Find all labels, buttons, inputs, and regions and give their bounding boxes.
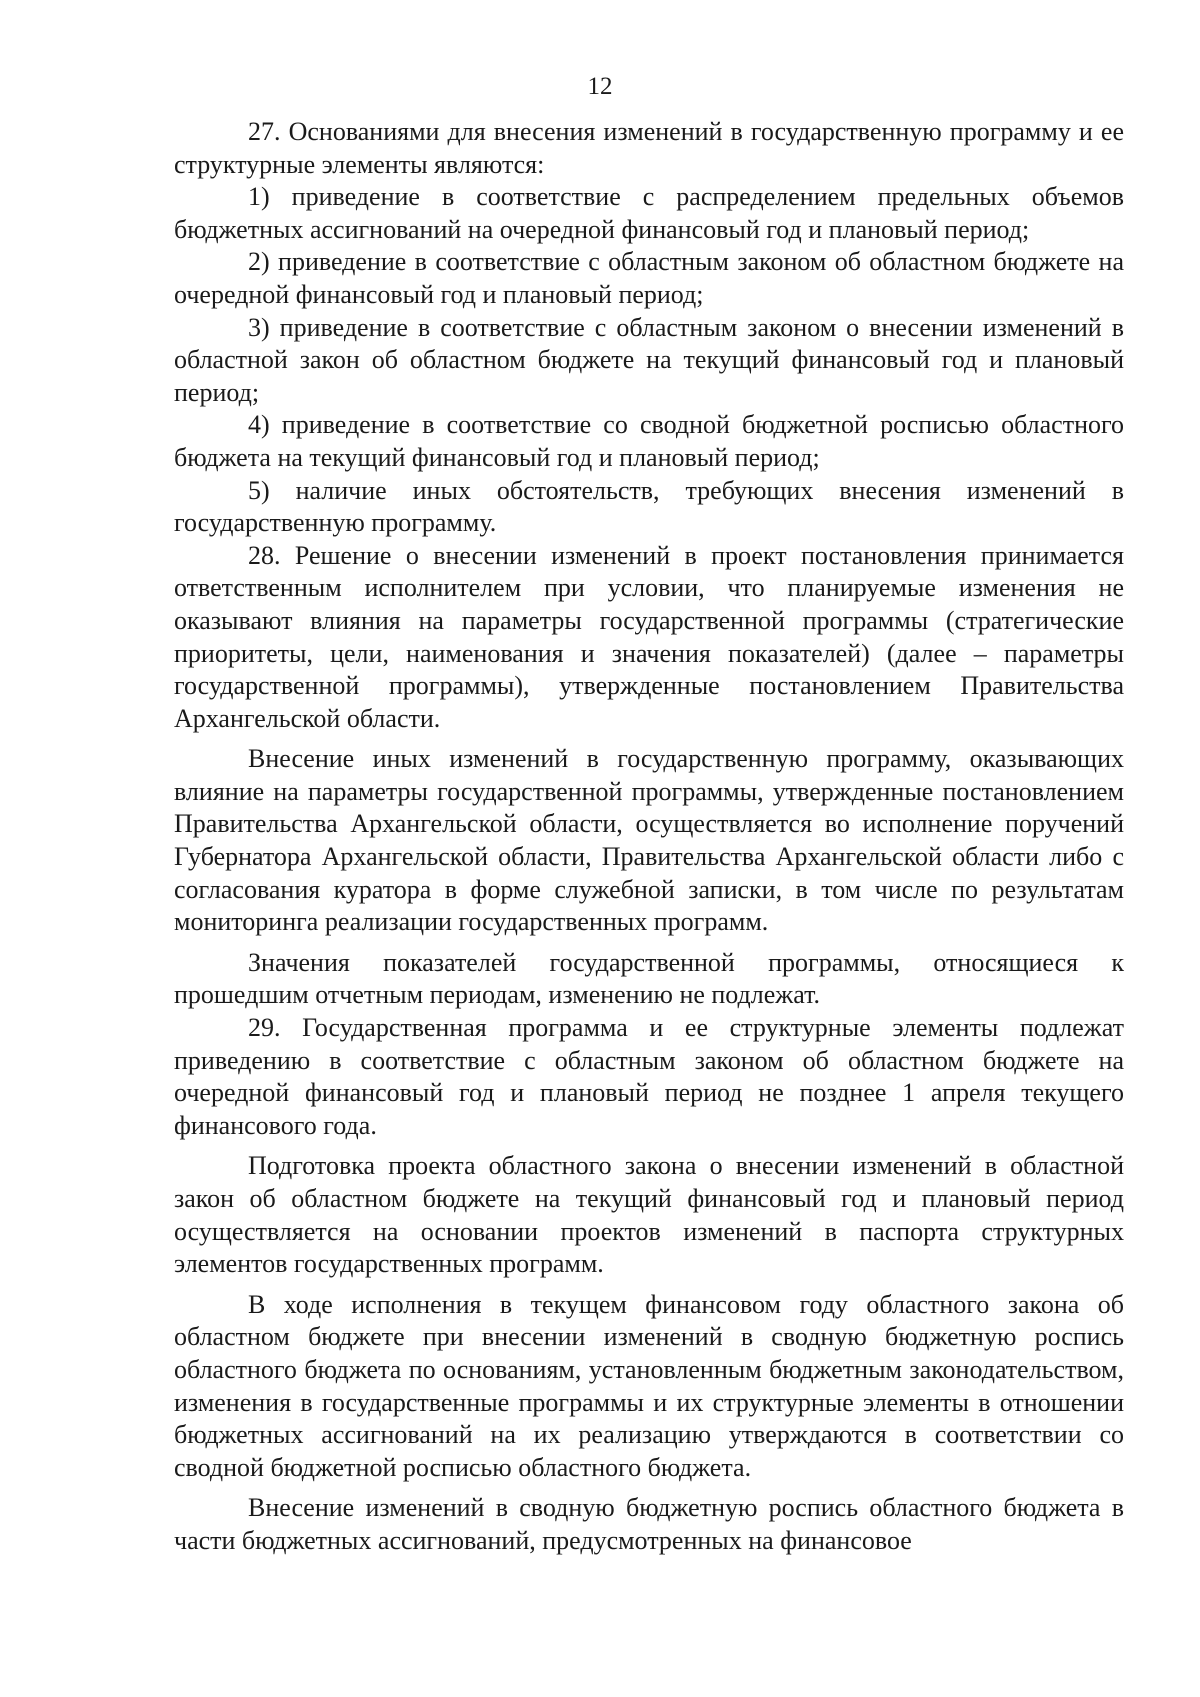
paragraph-29-budget-list-changes: Внесение изменений в сводную бюджетную роспись областного бюджета в части бюджетных ассигнований, предусмотренных на финансовое — [174, 1493, 1124, 1555]
paragraph-29-draft-law: Подготовка проекта областного закона о внесении изменений в областной закон об областном бюджете на текущий финансовый год и плановый период осуществляется на основании проектов изменений в паспорта структурных элементов государственных программ. — [174, 1151, 1124, 1279]
paragraph-29: 29. Государственная программа и ее структурные элементы подлежат приведению в соответствие с областным законом об областном бюджете на очередной финансовый год и плановый период не позднее 1 апреля текущего финансового года. — [174, 1013, 1124, 1140]
paragraph-29-budget-execution: В ходе исполнения в текущем финансовом году областного закона об областном бюджете при внесении изменений в сводную бюджетную роспись областного бюджета по основаниям, установленным бюджетным законодательством, изменения в государственные программы и их структурные элементы в отношении бюджетных ассигнований на их реализацию утверждаются в соответствии со сводной бюджетной росписью областного бюджета. — [174, 1289, 1124, 1482]
paragraph-27-item-1: 1) приведение в соответствие с распределением предельных объемов бюджетных ассигнований на очередной финансовый год и плановый период; — [174, 182, 1124, 244]
paragraph-27-item-4: 4) приведение в соответствие со сводной бюджетной росписью областного бюджета на текущий финансовый год и плановый период; — [174, 410, 1124, 472]
paragraph-27-item-3: 3) приведение в соответствие с областным законом о внесении изменений в областной закон об областном бюджете на текущий финансовый год и плановый период; — [174, 312, 1124, 407]
page-number: 12 — [587, 73, 613, 100]
paragraph-28-indicator-values: Значения показателей государственной программы, относящиеся к прошедшим отчетным периодам, изменению не подлежат. — [174, 947, 1124, 1010]
paragraph-28-other-changes: Внесение иных изменений в государственную программу, оказывающих влияние на параметры государственной программы, утвержденные постановлением Правительства Архангельской области, осуществляется во исполнение поручений Губернатора Архангельской области, Правительства Архангельской области либо с согласования куратора в форме служебной записки, в том числе по результатам мониторинга реализации государственных программ. — [174, 744, 1124, 937]
paragraph-28: 28. Решение о внесении изменений в проект постановления принимается ответственным исполнителем при условии, что планируемые изменения не оказывают влияния на параметры государственной программы (стратегические приоритеты, цели, наименования и значения показателей) (далее – параметры государственной программы), утвержденные постановлением Правительства Архангельской области. — [174, 540, 1124, 733]
document-body — [174, 116, 1124, 1558]
paragraph-27: 27. Основаниями для внесения изменений в государственную программу и ее структурные элементы являются: — [174, 117, 1124, 179]
paragraph-27-item-2: 2) приведение в соответствие с областным законом об областном бюджете на очередной финансовый год и плановый период; — [174, 247, 1124, 309]
paragraph-27-item-5: 5) наличие иных обстоятельств, требующих внесения изменений в государственную программу. — [174, 475, 1124, 538]
